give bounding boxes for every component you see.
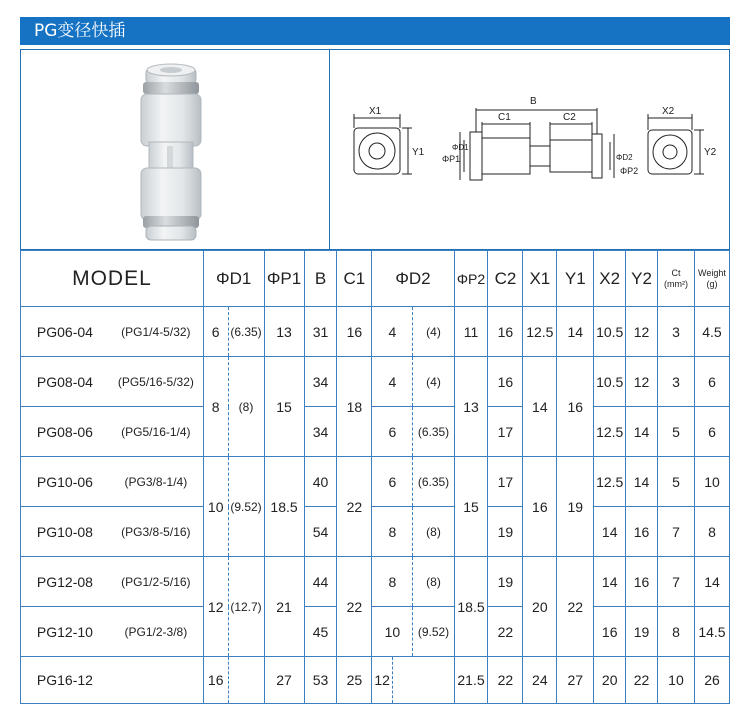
pg-cell: (PG5/16-5/32) [109, 357, 204, 407]
p1-cell: 13 [264, 307, 304, 357]
ct-cell: 5 [657, 457, 694, 507]
d2-inch-cell: (9.52) [413, 607, 454, 657]
x1-cell: 24 [523, 657, 557, 704]
ct-cell: 7 [657, 507, 694, 557]
ct-cell: 5 [657, 407, 694, 457]
b-cell: 45 [304, 607, 337, 657]
p2-cell: 21.5 [454, 657, 488, 704]
d1-cell: 6 [203, 307, 228, 357]
ct-cell: 10 [657, 657, 694, 704]
header-d2: ΦD2 [372, 251, 454, 307]
d2-cell: 12 [372, 657, 393, 704]
d1-cell: 16 [203, 657, 228, 704]
weight-cell: 14 [694, 557, 729, 607]
p1-cell: 15 [264, 357, 304, 457]
header-x1: X1 [523, 251, 557, 307]
x2-cell: 14 [594, 557, 626, 607]
p1-cell: 18.5 [264, 457, 304, 557]
d2-cell: 8 [372, 507, 413, 557]
y2-cell: 14 [626, 457, 658, 507]
d1-cell: 8 [203, 357, 228, 457]
technical-drawing [330, 50, 729, 249]
table-row [21, 557, 730, 607]
header-c1: C1 [337, 251, 372, 307]
header-row [21, 251, 730, 307]
header-p2: ΦP2 [454, 251, 488, 307]
header-y2: Y2 [626, 251, 658, 307]
table-row [21, 307, 730, 357]
header-ct: Ct (mm²) [657, 251, 694, 307]
header-c2: C2 [488, 251, 523, 307]
image-frame [20, 49, 730, 250]
y2-cell: 12 [626, 307, 658, 357]
ct-cell: 3 [657, 307, 694, 357]
table-row [21, 407, 730, 457]
b-cell: 54 [304, 507, 337, 557]
header-weight: Weight (g) [694, 251, 729, 307]
y1-cell: 19 [557, 457, 594, 557]
weight-cell: 4.5 [694, 307, 729, 357]
pg-cell [109, 657, 204, 704]
d1-inch-cell: (8) [228, 357, 264, 457]
header-y1: Y1 [557, 251, 594, 307]
c2-cell: 22 [488, 607, 523, 657]
dimension-drawing [330, 50, 729, 249]
x1-cell: 20 [523, 557, 557, 657]
label-d2: ΦD2 [616, 153, 633, 162]
label-y2: Y2 [704, 147, 717, 158]
y1-cell: 27 [557, 657, 594, 704]
weight-cell: 14.5 [694, 607, 729, 657]
x2-cell: 16 [594, 607, 626, 657]
weight-cell: 10 [694, 457, 729, 507]
table-row [21, 357, 730, 407]
ct-cell: 3 [657, 357, 694, 407]
c2-cell: 16 [488, 357, 523, 407]
label-d1: ΦD1 [452, 143, 469, 152]
label-p2: ΦP2 [620, 166, 639, 176]
c2-cell: 17 [488, 457, 523, 507]
model-cell: PG06-04 [21, 307, 109, 357]
y1-cell: 22 [557, 557, 594, 657]
d1-cell: 12 [203, 557, 228, 657]
label-b: B [530, 96, 537, 107]
pg-cell: (PG1/2-3/8) [109, 607, 204, 657]
ct-cell: 8 [657, 607, 694, 657]
pg-cell: (PG3/8-5/16) [109, 507, 204, 557]
pg-cell: (PG3/8-1/4) [109, 457, 204, 507]
y1-cell: 14 [557, 307, 594, 357]
x2-cell: 20 [594, 657, 626, 704]
p1-cell: 21 [264, 557, 304, 657]
y2-cell: 16 [626, 507, 658, 557]
pg-cell: (PG1/4-5/32) [109, 307, 204, 357]
weight-cell: 6 [694, 357, 729, 407]
section-title-bar [20, 17, 730, 45]
d1-cell: 10 [203, 457, 228, 557]
d2-cell: 10 [372, 607, 413, 657]
section-title: PG变径快插 [34, 21, 126, 41]
c1-cell: 22 [337, 557, 372, 657]
table-row [21, 507, 730, 557]
x2-cell: 14 [594, 507, 626, 557]
y2-cell: 14 [626, 407, 658, 457]
model-cell: PG10-06 [21, 457, 109, 507]
p2-cell: 18.5 [454, 557, 488, 657]
d2-cell: 6 [372, 407, 413, 457]
d2-inch-cell: (8) [413, 557, 454, 607]
x2-cell: 10.5 [594, 357, 626, 407]
b-cell: 40 [304, 457, 337, 507]
d2-inch-cell: (8) [413, 507, 454, 557]
table-row [21, 607, 730, 657]
d2-inch-cell: (6.35) [413, 407, 454, 457]
label-x1: X1 [369, 106, 382, 117]
x2-cell: 12.5 [594, 407, 626, 457]
header-model: MODEL [21, 251, 204, 307]
d2-inch-cell: (4) [413, 357, 454, 407]
table-row [21, 457, 730, 507]
y2-cell: 12 [626, 357, 658, 407]
c1-cell: 18 [337, 357, 372, 457]
b-cell: 34 [304, 407, 337, 457]
c1-cell: 22 [337, 457, 372, 557]
x2-cell: 10.5 [594, 307, 626, 357]
model-cell: PG12-10 [21, 607, 109, 657]
d2-cell: 6 [372, 457, 413, 507]
x2-cell: 12.5 [594, 457, 626, 507]
weight-cell: 6 [694, 407, 729, 457]
p1-cell: 27 [264, 657, 304, 704]
y2-cell: 22 [626, 657, 658, 704]
p2-cell: 15 [454, 457, 488, 557]
c2-cell: 22 [488, 657, 523, 704]
header-p1: ΦP1 [264, 251, 304, 307]
d2-cell: 4 [372, 357, 413, 407]
d1-inch-cell [228, 657, 264, 704]
pg-cell: (PG5/16-1/4) [109, 407, 204, 457]
b-cell: 53 [304, 657, 337, 704]
c2-cell: 19 [488, 557, 523, 607]
header-d1: ΦD1 [203, 251, 264, 307]
b-cell: 34 [304, 357, 337, 407]
d2-cell: 4 [372, 307, 413, 357]
c2-cell: 17 [488, 407, 523, 457]
label-y1: Y1 [412, 147, 425, 158]
c2-cell: 19 [488, 507, 523, 557]
d2-inch-cell: (6.35) [413, 457, 454, 507]
y2-cell: 16 [626, 557, 658, 607]
label-x2: X2 [662, 106, 675, 117]
label-c1: C1 [498, 112, 511, 123]
p2-cell: 11 [454, 307, 488, 357]
model-cell: PG16-12 [21, 657, 109, 704]
c2-cell: 16 [488, 307, 523, 357]
b-cell: 44 [304, 557, 337, 607]
weight-cell: 8 [694, 507, 729, 557]
x1-cell: 16 [523, 457, 557, 557]
product-photo [21, 50, 329, 249]
b-cell: 31 [304, 307, 337, 357]
d2-inch-cell: (4) [413, 307, 454, 357]
label-p1: ΦP1 [442, 154, 461, 164]
model-cell: PG10-08 [21, 507, 109, 557]
fitting-illustration [21, 50, 329, 249]
c1-cell: 25 [337, 657, 372, 704]
d2-inch-cell [392, 657, 454, 704]
model-cell: PG12-08 [21, 557, 109, 607]
model-cell: PG08-04 [21, 357, 109, 407]
weight-cell: 26 [694, 657, 729, 704]
d1-inch-cell: (12.7) [228, 557, 264, 657]
ct-cell: 7 [657, 557, 694, 607]
x1-cell: 14 [523, 357, 557, 457]
pg-cell: (PG1/2-5/16) [109, 557, 204, 607]
d1-inch-cell: (9.52) [228, 457, 264, 557]
y2-cell: 19 [626, 607, 658, 657]
model-cell: PG08-06 [21, 407, 109, 457]
c1-cell: 16 [337, 307, 372, 357]
d2-cell: 8 [372, 557, 413, 607]
p2-cell: 13 [454, 357, 488, 457]
label-c2: C2 [563, 112, 576, 123]
header-b: B [304, 251, 337, 307]
d1-inch-cell: (6.35) [228, 307, 264, 357]
x1-cell: 12.5 [523, 307, 557, 357]
spec-table [20, 250, 730, 704]
y1-cell: 16 [557, 357, 594, 457]
header-x2: X2 [594, 251, 626, 307]
table-row [21, 657, 730, 704]
